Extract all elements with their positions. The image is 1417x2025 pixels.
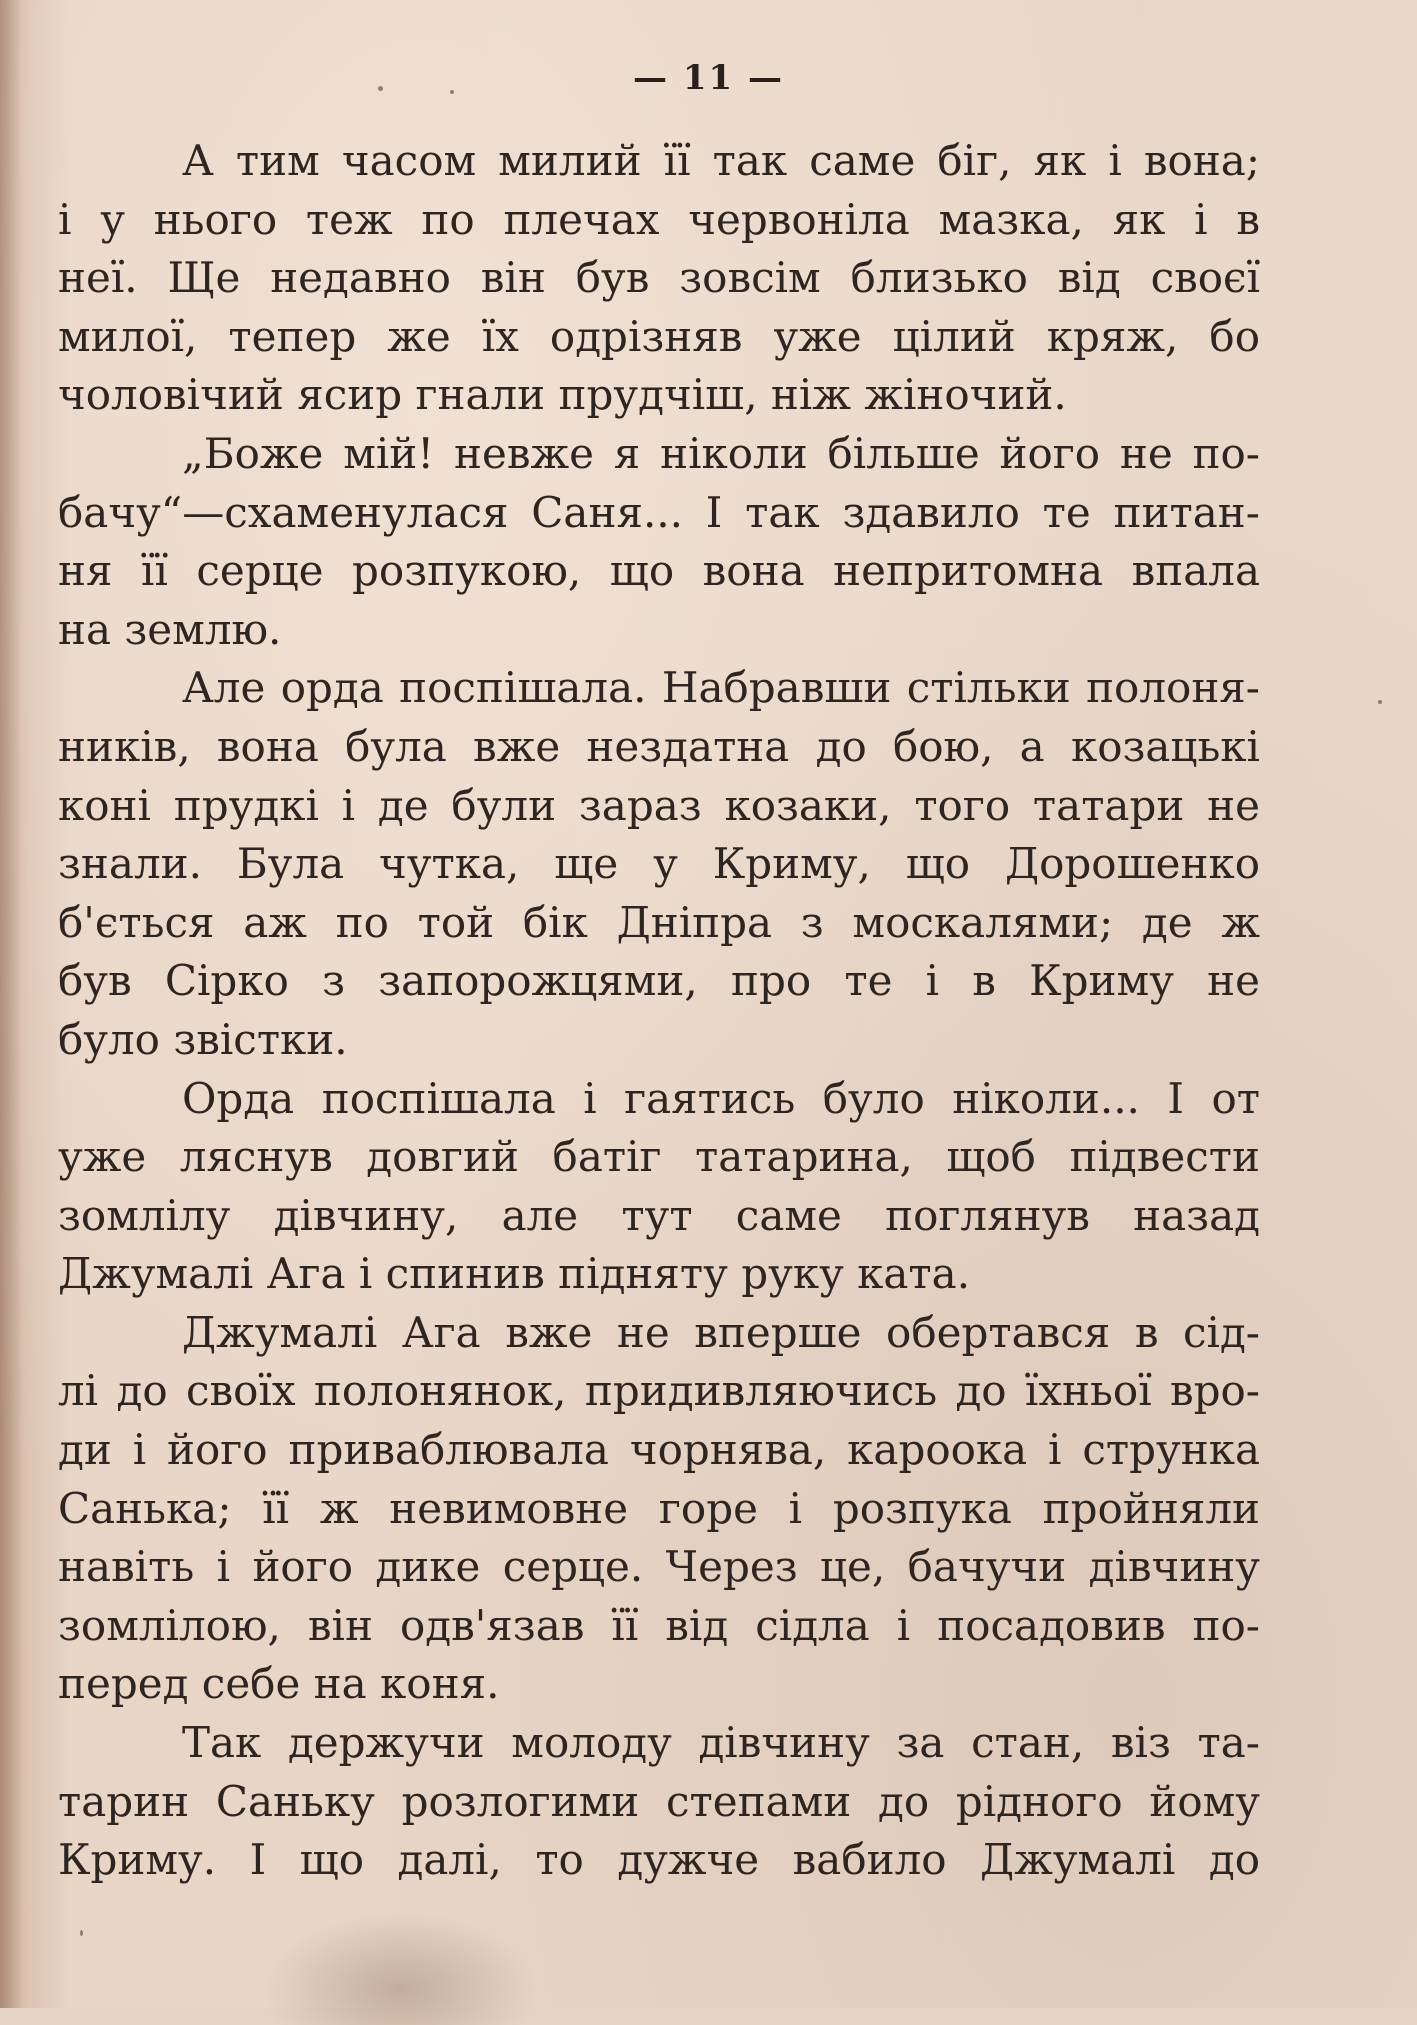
text-line: ників, вона була вже нездатна до бою, а козацькі (58, 721, 1260, 771)
text-line: Але орда поспішала. Набравши стільки полоня- (182, 663, 1260, 713)
text-line: ня її серце розпукою, що вона непритомна впала (58, 546, 1260, 596)
text-line: Санька; її ж невимовне горе і розпука пройняли (58, 1483, 1260, 1533)
text-line: тарин Саньку розлогими степами до рідного йому (58, 1776, 1260, 1826)
text-line: навіть і його дике серце. Через це, бачучи дівчину (58, 1542, 1260, 1592)
text-line: милої, тепер же їх одрізняв уже цілий кряж, бо (58, 311, 1260, 361)
paragraph-6 (58, 1714, 1260, 1890)
text-line: перед себе на коня. (58, 1659, 500, 1709)
text-line: і у нього теж по плечах червоніла мазка, як і в (58, 194, 1260, 244)
text-block (58, 132, 1260, 1890)
text-line: на землю. (58, 604, 282, 654)
page-number: — 11 — (633, 58, 784, 98)
text-line: зомлілою, він одв'язав її від сідла і посадовив по- (58, 1600, 1260, 1650)
text-line: уже ляснув довгий батіг татарина, щоб підвести (58, 1132, 1260, 1182)
text-line: бачу“—схаменулася Саня... І так здавило те питан- (58, 487, 1260, 537)
paragraph-5 (58, 1304, 1260, 1714)
text-line: коні прудкі і де були зараз козаки, того татари не (58, 780, 1260, 830)
text-line: був Сірко з запорожцями, про те і в Криму не (58, 956, 1260, 1006)
ink-speck (80, 1930, 83, 1936)
text-line: знали. Була чутка, ще у Криму, що Дорошенко (58, 839, 1260, 889)
text-line: Так держучи молоду дівчину за стан, віз та- (182, 1718, 1260, 1768)
paragraph-4 (58, 1070, 1260, 1304)
text-line: зомлілу дівчину, але тут саме поглянув назад (58, 1190, 1260, 1240)
text-line: „Боже мій! невже я ніколи більше його не по- (182, 428, 1260, 478)
paragraph-1 (58, 132, 1260, 425)
text-line: б'ється аж по той бік Дніпра з москалями; де ж (58, 897, 1260, 947)
spine-shadow (0, 0, 22, 2008)
ink-speck (450, 90, 454, 94)
text-line: було звістки. (58, 1014, 348, 1064)
ink-speck (1378, 700, 1382, 704)
paragraph-2 (58, 425, 1260, 659)
paragraph-3 (58, 659, 1260, 1069)
ink-speck (378, 86, 383, 91)
paper-stain (250, 1905, 550, 2025)
text-line: А тим часом милий її так саме біг, як і вона; (182, 136, 1260, 185)
text-line: Джумалі Ага вже не вперше обертався в сід- (182, 1307, 1260, 1357)
text-line: чоловічий ясир гнали прудчіш, ніж жіночий. (58, 370, 1067, 420)
text-line: неї. Ще недавно він був зовсім близько від своєї (58, 253, 1260, 303)
text-line: Орда поспішала і гаятись було ніколи... І от (182, 1073, 1260, 1123)
text-line: Криму. І що далі, то дужче вабило Джумалі до (58, 1835, 1260, 1885)
text-line: ди і його приваблювала чорнява, кароока і струнка (58, 1425, 1260, 1475)
text-line: лі до своїх полонянок, придивляючись до їхньої вро- (58, 1366, 1260, 1416)
text-line: Джумалі Ага і спинив підняту руку ката. (58, 1249, 971, 1299)
